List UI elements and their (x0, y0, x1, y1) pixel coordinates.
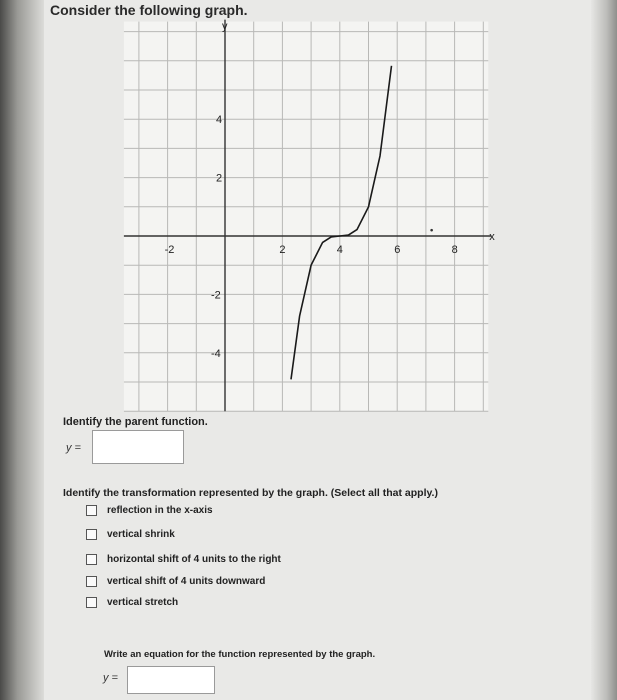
option-label: reflection in the x-axis (107, 505, 213, 516)
checkbox[interactable] (86, 529, 97, 540)
parent-function-prompt: Identify the parent function. (63, 416, 208, 428)
y-tick-label: 2 (216, 172, 223, 185)
checkbox[interactable] (86, 554, 97, 565)
y-tick-label: -4 (211, 347, 221, 360)
option-label: vertical stretch (107, 597, 179, 608)
option-label: vertical shift of 4 units downward (107, 576, 266, 587)
x-tick-label: 4 (336, 244, 343, 256)
x-tick-label: -2 (164, 244, 175, 256)
parent-function-lhs: y = (66, 442, 81, 454)
x-tick-label: 2 (279, 244, 286, 256)
photo-edge-left (0, 0, 44, 700)
x-tick-label: 6 (394, 244, 401, 256)
transformation-prompt: Identify the transformation represented by the graph. (Select all that apply.) (63, 487, 438, 499)
x-axis-label: x (489, 231, 495, 243)
question-title: Consider the following graph. (50, 2, 248, 18)
y-tick-label: 4 (216, 114, 223, 127)
option-vertical-stretch[interactable] (86, 597, 178, 608)
option-label: horizontal shift of 4 units to the right (107, 554, 281, 565)
option-horizontal-shift-right[interactable] (86, 554, 281, 565)
equation-lhs: y = (103, 672, 118, 684)
x-tick-label: 8 (451, 244, 458, 256)
curve-dot (430, 229, 433, 232)
equation-input[interactable] (127, 666, 215, 694)
equation-prompt: Write an equation for the function represented by the graph. (104, 649, 376, 660)
y-axis-label: y (222, 20, 228, 33)
checkbox[interactable] (86, 597, 97, 608)
photo-edge-right (591, 0, 617, 700)
checkbox[interactable] (86, 505, 97, 516)
option-reflection-x-axis[interactable] (86, 505, 213, 516)
parent-function-input[interactable] (92, 430, 184, 464)
grid (124, 22, 488, 412)
option-vertical-shift-down[interactable] (86, 576, 265, 587)
option-label: vertical shrink (107, 529, 175, 540)
y-tick-label: -2 (211, 289, 221, 302)
cubic-graph (140, 20, 495, 395)
option-vertical-shrink[interactable] (86, 529, 175, 540)
checkbox[interactable] (86, 576, 97, 587)
